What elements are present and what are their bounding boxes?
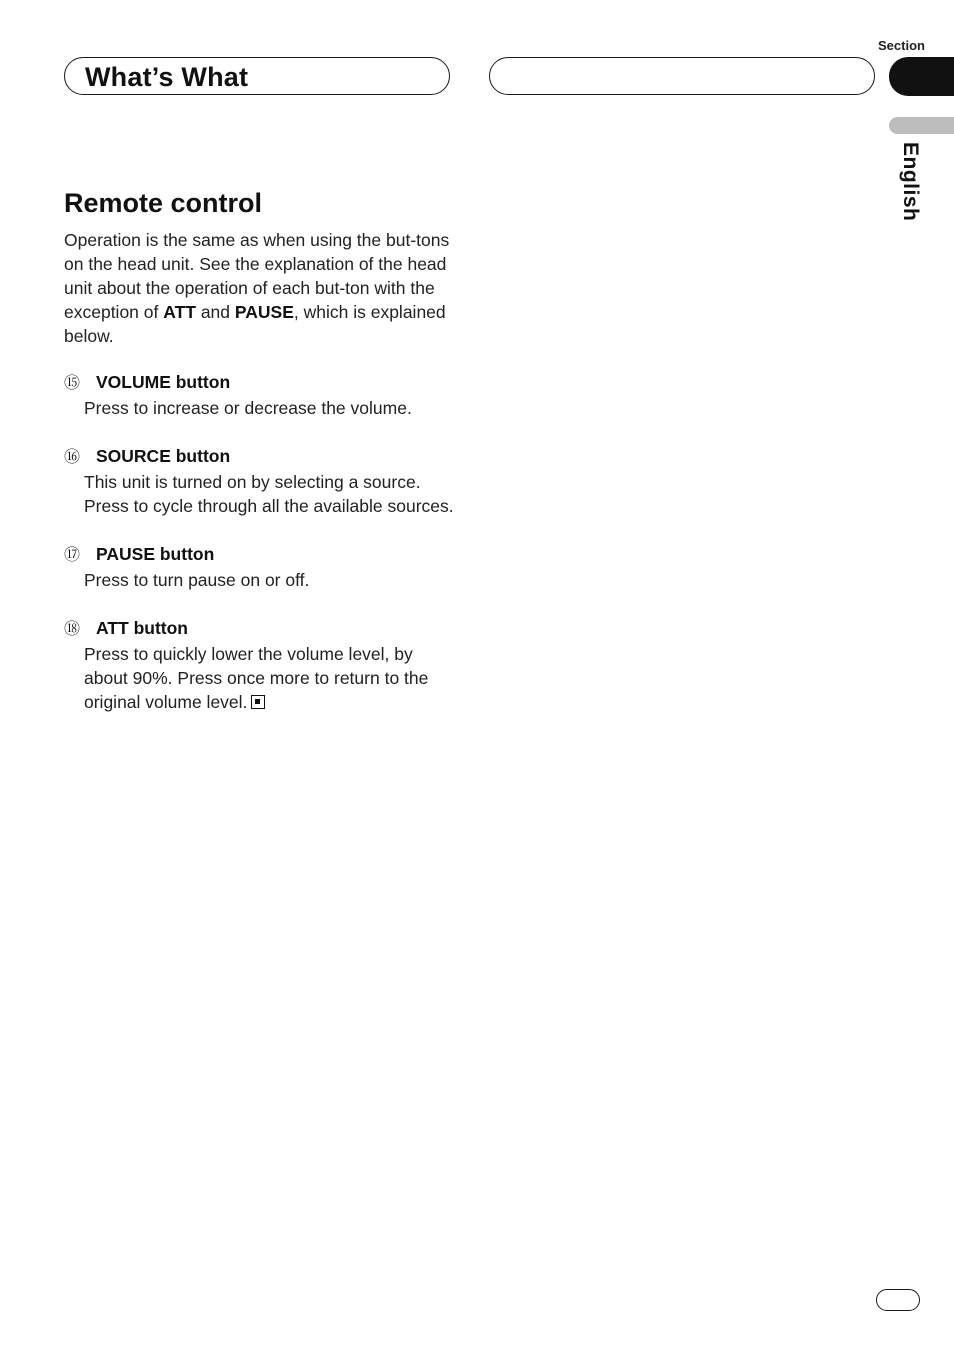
- intro-paragraph: [64, 228, 454, 348]
- intro-and: and: [195, 302, 235, 322]
- item-heading: [64, 616, 454, 642]
- intro-pause: PAUSE: [234, 302, 294, 322]
- item-number: ⑱: [64, 621, 81, 638]
- item-heading: [64, 444, 454, 470]
- section-tab: [889, 57, 954, 96]
- item-label: PAUSE button: [96, 544, 215, 564]
- item-description: [64, 642, 454, 714]
- list-item-att: [64, 616, 454, 714]
- item-label: VOLUME button: [96, 372, 231, 392]
- item-heading: [64, 542, 454, 568]
- language-tab: [889, 117, 954, 134]
- section-label: Section: [878, 38, 925, 53]
- list-item-pause: [64, 542, 454, 592]
- item-number: ⑰: [64, 547, 81, 564]
- item-label: ATT button: [96, 618, 188, 638]
- intro-att: ATT: [163, 302, 196, 322]
- end-mark-icon: [251, 695, 265, 709]
- header-title: What’s What: [85, 62, 249, 92]
- item-number: ⑯: [64, 449, 81, 466]
- intro-text-1: Operation is the same as when using the but-tons on the head unit. See the explanation of the head unit about the operation of each but-ton with the exception of: [64, 230, 450, 322]
- main-content: [64, 186, 454, 738]
- item-number: ⑮: [64, 375, 81, 392]
- section-title: Remote control: [64, 188, 263, 218]
- item-description: Press to turn pause on or off.: [84, 570, 310, 590]
- intro-text-2: , which is explained below.: [64, 302, 446, 346]
- item-label: SOURCE button: [96, 446, 231, 466]
- item-heading: [64, 370, 454, 396]
- header-title-capsule: [64, 57, 450, 95]
- list-item-volume: [64, 370, 454, 420]
- list-item-source: [64, 444, 454, 518]
- item-description: This unit is turned on by selecting a source. Press to cycle through all the available sources.: [84, 472, 454, 516]
- page-number-capsule: [876, 1289, 920, 1311]
- item-description-text: Press to quickly lower the volume level, by about 90%. Press once more to return to the original volume level.: [84, 644, 429, 712]
- item-description: Press to increase or decrease the volume.: [84, 398, 412, 418]
- header-right-capsule: [489, 57, 875, 95]
- language-label: English: [899, 142, 922, 222]
